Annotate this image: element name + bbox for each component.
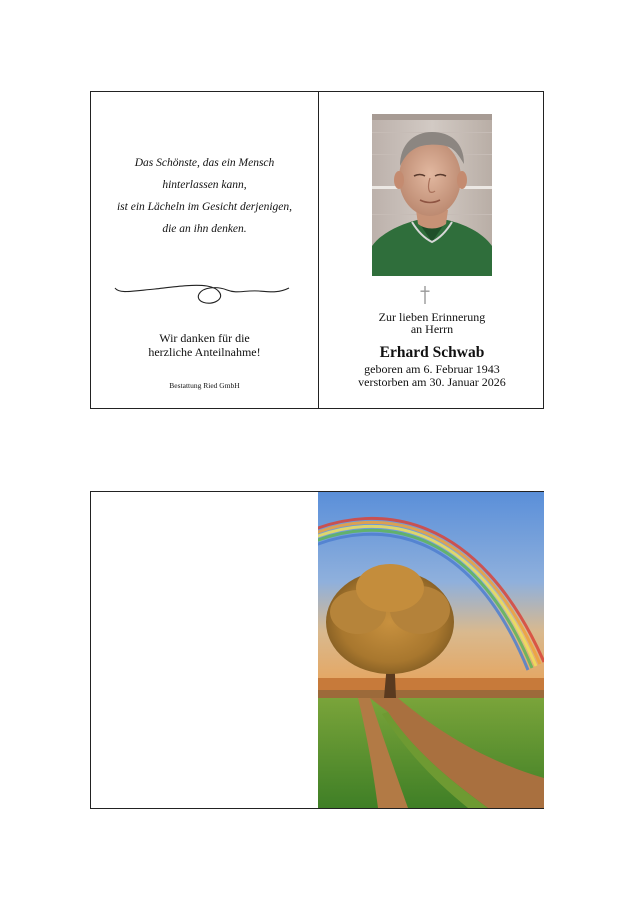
poem <box>91 152 318 240</box>
death-date: verstorben am 30. Januar 2026 <box>358 375 506 389</box>
thanks-line: herzliche Anteilnahme! <box>148 345 261 359</box>
portrait-photo <box>372 114 492 276</box>
poem-line: die an ihn denken. <box>162 223 247 235</box>
thanks-line: Wir danken für die <box>159 331 250 345</box>
cross-icon <box>420 286 430 304</box>
rainbow-landscape-image <box>318 492 544 808</box>
memorial-intro-line: an Herrn <box>410 322 454 336</box>
memorial-intro-line: Zur lieben Erinnerung <box>378 310 486 324</box>
flourish-ornament-icon <box>113 282 291 308</box>
poem-line: Das Schönste, das ein Mensch <box>134 157 275 169</box>
life-dates <box>319 363 545 389</box>
memorial-intro <box>319 311 545 335</box>
funeral-company: Bestattung Ried GmbH <box>169 381 240 390</box>
thanks-text <box>91 331 318 359</box>
memorial-card-inside <box>90 91 544 409</box>
birth-date: geboren am 6. Februar 1943 <box>364 362 500 376</box>
memorial-card-outside <box>90 491 544 809</box>
poem-line: ist ein Lächeln im Gesicht derjenigen, <box>116 201 293 213</box>
poem-line: hinterlassen kann, <box>162 179 247 191</box>
deceased-name: Erhard Schwab <box>379 344 485 361</box>
